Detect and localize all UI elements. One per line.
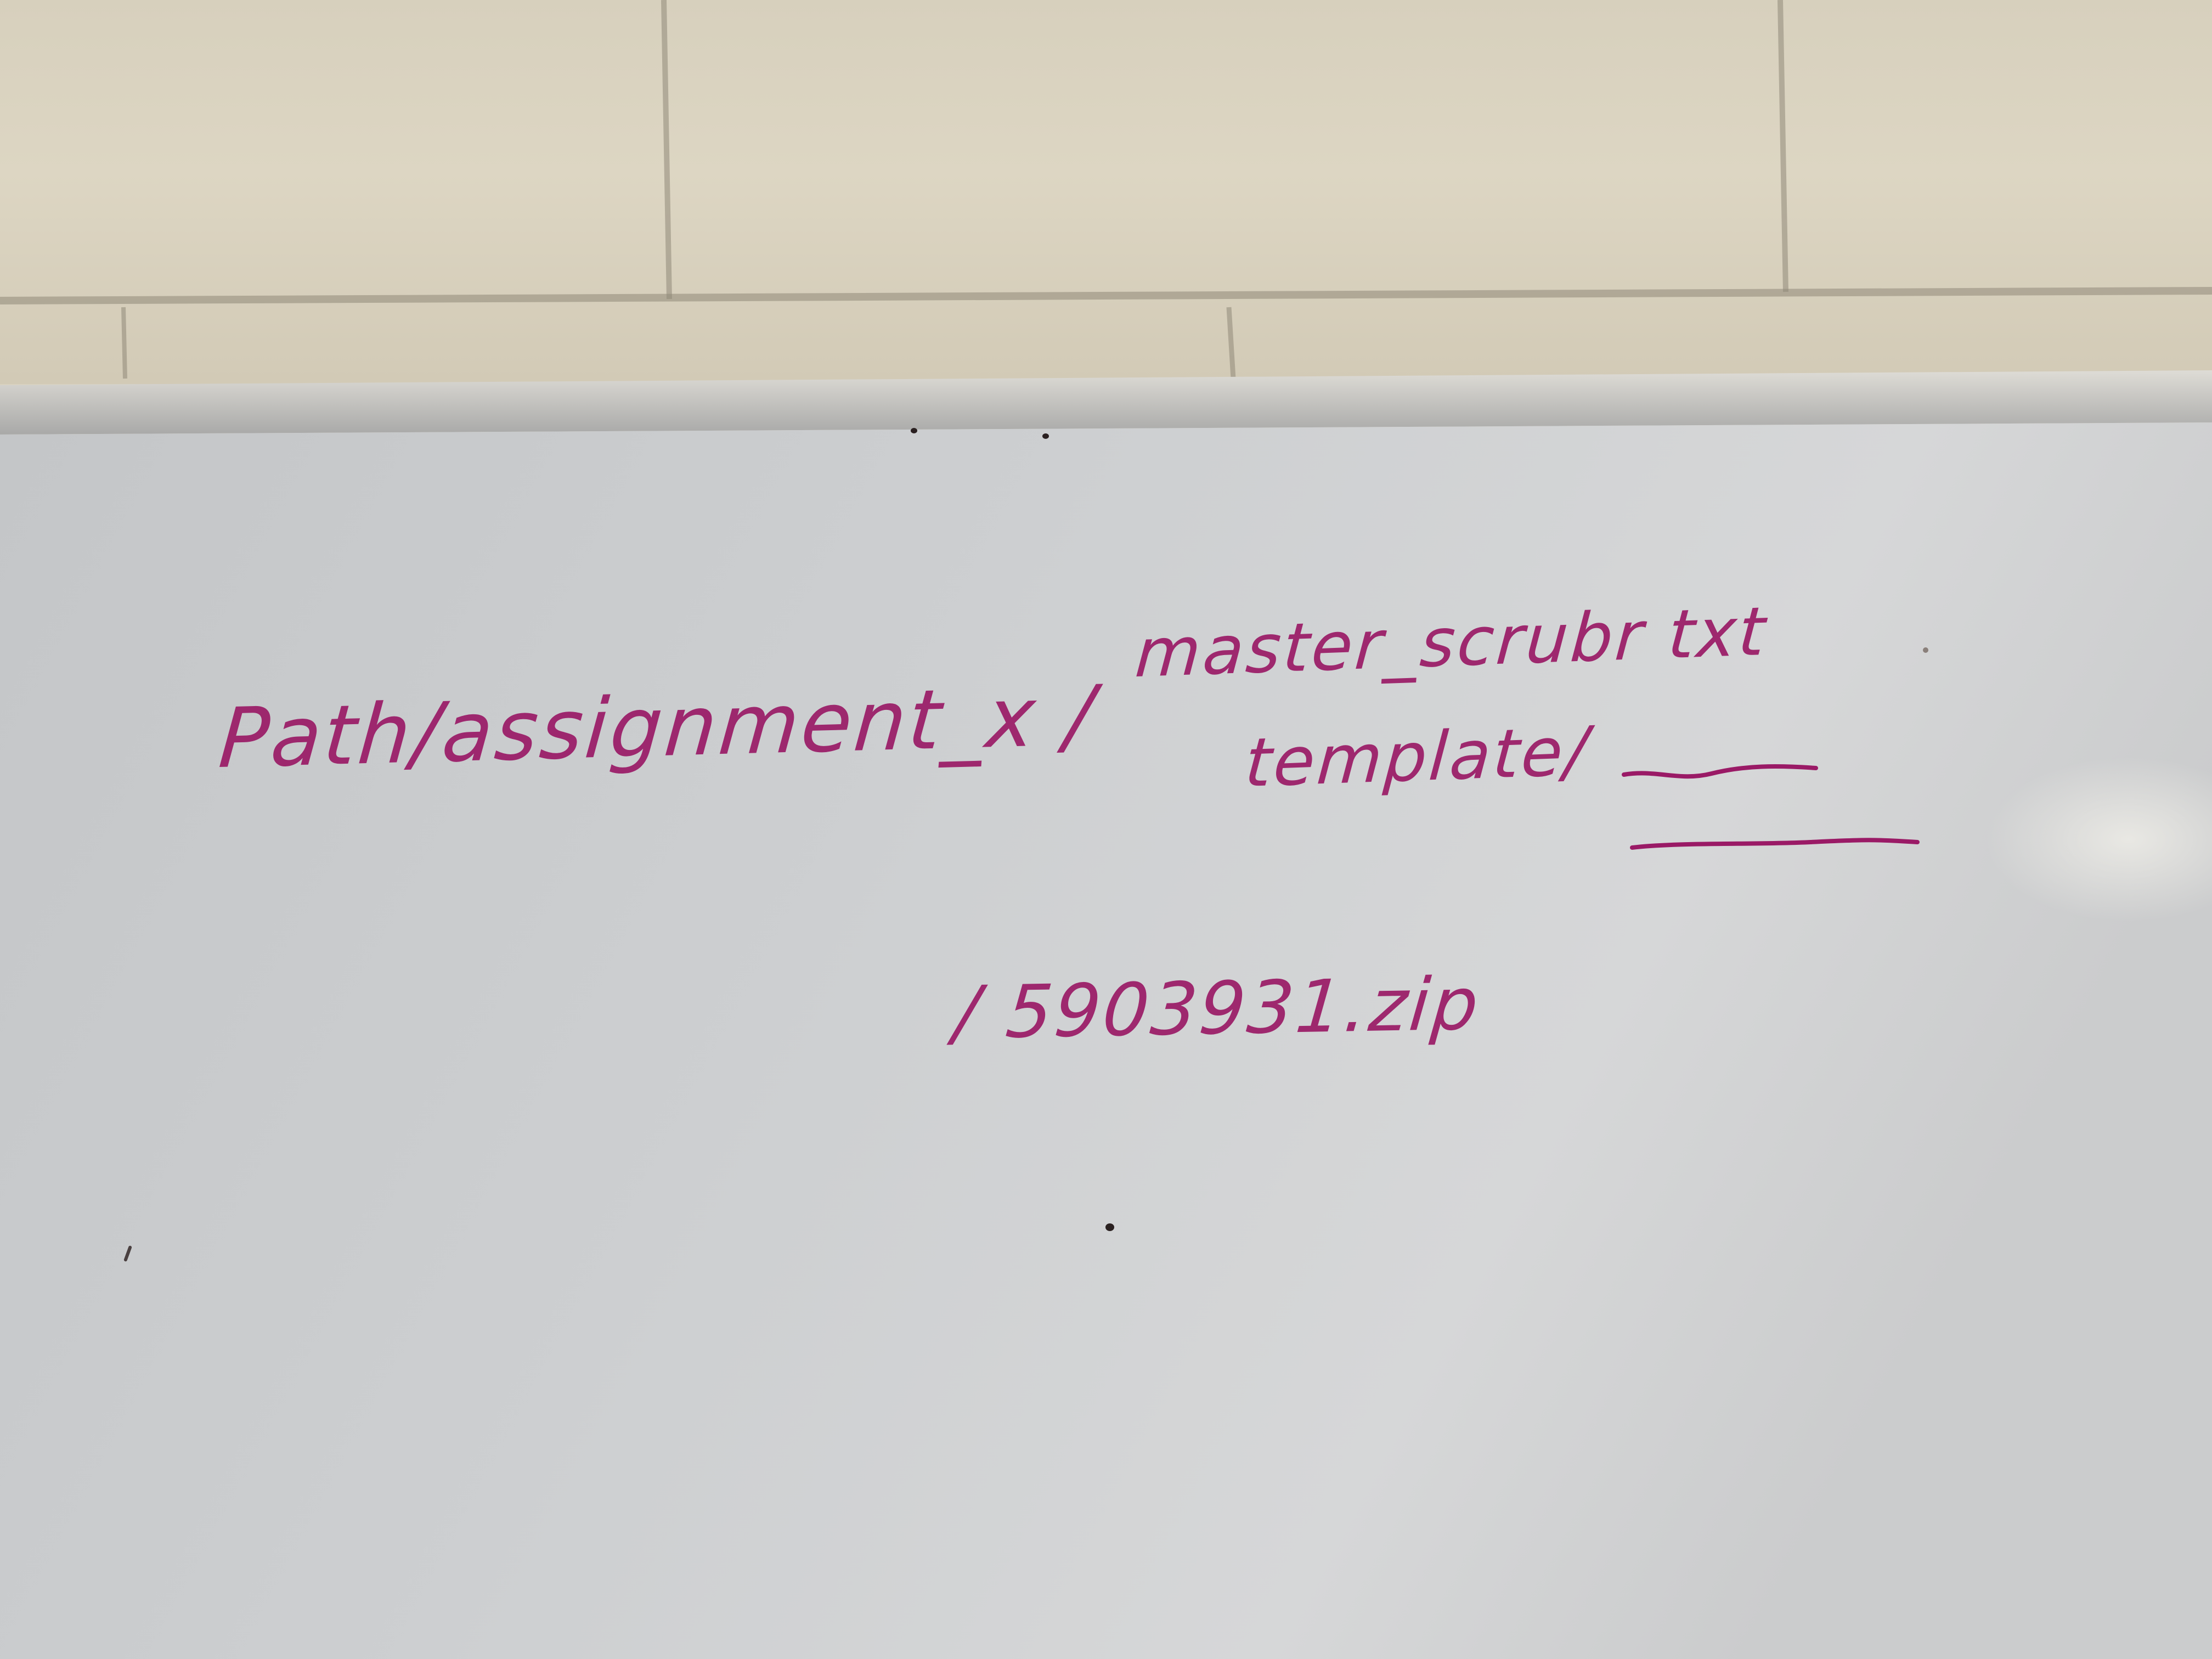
board-mark [1042, 433, 1049, 439]
handwriting-template: template/ [1243, 712, 1593, 803]
handwriting-zip-file: / 5903931.zip [951, 962, 1484, 1056]
board-mark [1923, 647, 1928, 653]
board-mark [911, 428, 917, 433]
handwriting-path: Path/assignment_x / [216, 668, 1099, 787]
wall-mortar-lines [0, 0, 2212, 379]
board-mark [1105, 1223, 1114, 1231]
handwriting-master-script: master_scrubr txt [1133, 592, 1770, 693]
